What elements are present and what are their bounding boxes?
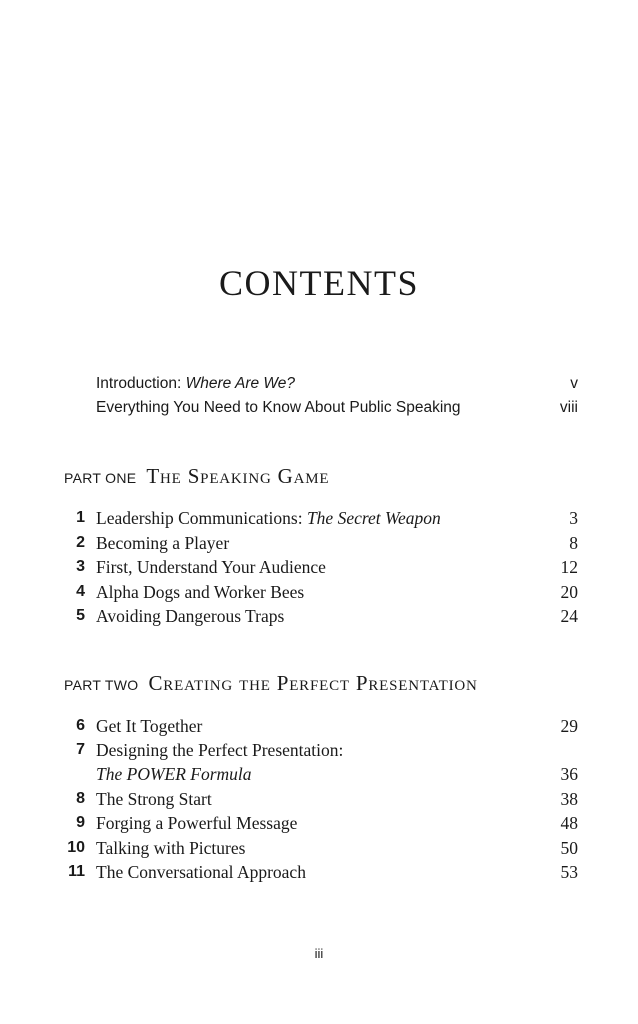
toc-entry-title (96, 396, 461, 420)
toc-chapter-row (60, 811, 578, 835)
chapter-page-number: 12 (560, 557, 578, 577)
chapter-title: Avoiding Dangerous Traps (96, 606, 285, 626)
chapter-number: 11 (68, 863, 85, 880)
part-heading-two (64, 668, 478, 698)
chapter-number: 6 (76, 717, 85, 734)
part-heading-one (64, 461, 329, 491)
toc-page-number: v (570, 375, 578, 392)
chapter-number: 1 (76, 509, 85, 526)
toc-entry-title-roman: Everything You Need to Know About Public Speaking (96, 399, 461, 416)
toc-chapter-row-continuation (60, 762, 578, 786)
toc-page-number: viii (559, 399, 578, 416)
toc-entry-title-italic: Where Are We? (185, 375, 296, 392)
chapter-number: 4 (76, 583, 85, 600)
chapter-title-italic: The POWER Formula (96, 764, 252, 784)
chapter-page-number: 38 (560, 789, 578, 809)
chapter-page-number: 24 (560, 606, 578, 626)
chapter-page-number: 50 (560, 838, 578, 858)
page-title: CONTENTS (219, 263, 419, 303)
toc-entry-introduction (96, 372, 578, 396)
chapter-number: 10 (67, 839, 85, 856)
toc-chapter-row (60, 580, 578, 604)
chapter-title-roman: Leadership Communications: (96, 508, 307, 528)
chapter-title: Talking with Pictures (96, 838, 246, 858)
chapter-page-number: 20 (560, 582, 578, 602)
chapter-page-number: 8 (569, 533, 578, 553)
chapter-number: 9 (76, 814, 85, 831)
chapter-page-number: 53 (560, 862, 578, 882)
part-title: Creating the Perfect Presentation (148, 671, 478, 695)
chapter-number: 8 (76, 790, 85, 807)
toc-chapter-row (60, 604, 578, 628)
toc-entry-title-roman: Introduction: (96, 375, 186, 392)
chapter-page-number: 29 (560, 716, 578, 736)
chapter-number: 2 (76, 534, 85, 551)
chapter-title-italic: The Secret Weapon (306, 508, 441, 528)
toc-chapter-row (60, 787, 578, 811)
chapter-title (96, 506, 441, 530)
chapter-title: The Conversational Approach (96, 862, 306, 882)
chapter-page-number: 3 (569, 508, 578, 528)
toc-chapter-row (60, 860, 578, 884)
toc-chapter-row (60, 555, 578, 579)
chapter-number: 5 (76, 607, 85, 624)
part-label: PART TWO (64, 677, 139, 693)
toc-entry-title (96, 372, 295, 396)
toc-entry-everything (96, 396, 578, 420)
chapter-title: Forging a Powerful Message (96, 813, 298, 833)
chapter-title: First, Understand Your Audience (96, 557, 326, 577)
toc-chapter-row (60, 506, 578, 530)
page-folio: iii (314, 946, 324, 961)
chapter-title: Get It Together (96, 716, 203, 736)
chapter-title: Alpha Dogs and Worker Bees (96, 582, 305, 602)
part-label: PART ONE (64, 470, 137, 486)
toc-chapter-row (60, 738, 578, 762)
chapter-title: The Strong Start (96, 789, 212, 809)
toc-chapter-row (60, 714, 578, 738)
chapter-number: 7 (76, 741, 85, 758)
part-title: The Speaking Game (146, 464, 330, 488)
chapter-page-number: 48 (560, 813, 578, 833)
toc-chapter-row (60, 836, 578, 860)
toc-chapter-row (60, 531, 578, 555)
chapter-title: Becoming a Player (96, 533, 230, 553)
chapter-title: Designing the Perfect Presentation: (96, 740, 344, 760)
chapter-page-number: 36 (560, 764, 578, 784)
chapter-title (96, 762, 252, 786)
chapter-number: 3 (76, 558, 85, 575)
